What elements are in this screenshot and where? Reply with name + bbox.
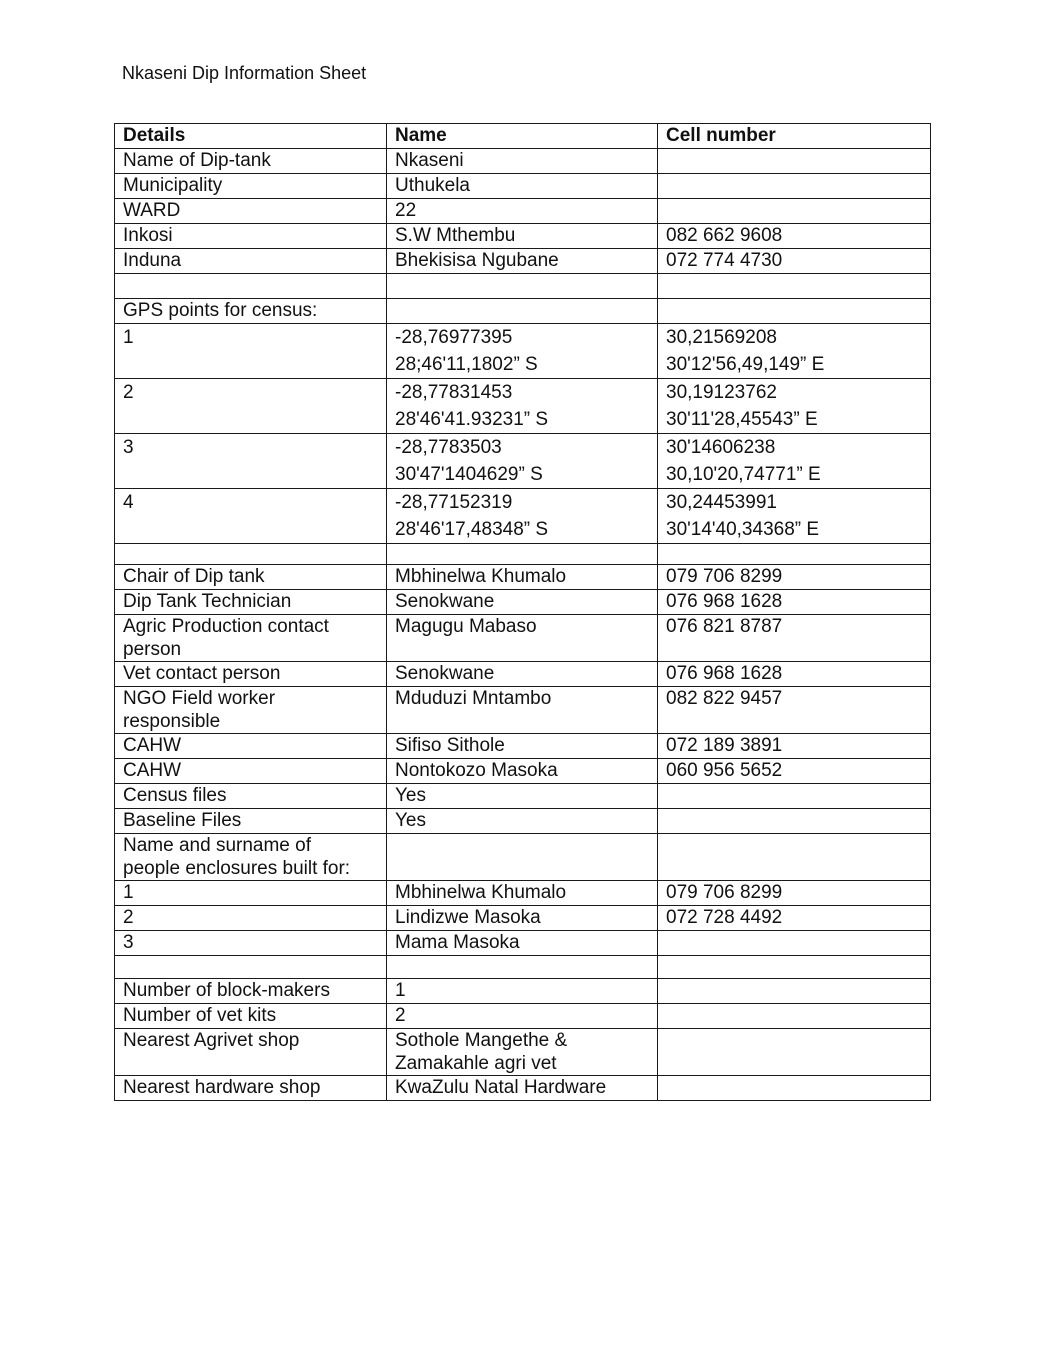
blank-row (115, 544, 931, 565)
gps-longitude-cell (658, 489, 931, 544)
longitude-decimal: 30,19123762 (666, 382, 777, 403)
details-cell: GPS points for census: (115, 299, 387, 324)
cell-number-cell (658, 199, 931, 224)
name-cell (387, 956, 658, 979)
details-cell: Chair of Dip tank (115, 565, 387, 590)
cell-number-cell (658, 544, 931, 565)
cell-number-cell (658, 149, 931, 174)
details-cell (115, 544, 387, 565)
cell-number-cell: 076 968 1628 (658, 662, 931, 687)
name-cell (387, 544, 658, 565)
table-row (115, 1004, 931, 1029)
name-cell: 1 (387, 979, 658, 1004)
name-cell (387, 299, 658, 324)
table-row (115, 809, 931, 834)
details-cell (115, 687, 387, 734)
name-cell: 2 (387, 1004, 658, 1029)
longitude-dms: 30'12'56,49,149” E (666, 354, 825, 375)
details-cell: WARD (115, 199, 387, 224)
details-cell: CAHW (115, 759, 387, 784)
table-row (115, 249, 931, 274)
document-title: Nkaseni Dip Information Sheet (122, 63, 367, 83)
name-cell: Senokwane (387, 590, 658, 615)
dip-information-table (114, 123, 931, 1101)
cell-number-cell (658, 1004, 931, 1029)
details-cell: Baseline Files (115, 809, 387, 834)
table-row (115, 1076, 931, 1101)
table-row (115, 931, 931, 956)
cell-number-cell: 082 822 9457 (658, 687, 931, 734)
cell-number-cell: 082 662 9608 (658, 224, 931, 249)
name-line: Zamakahle agri vet (395, 1053, 557, 1074)
details-cell (115, 274, 387, 299)
details-cell: Nearest hardware shop (115, 1076, 387, 1101)
longitude-dms: 30,10'20,74771” E (666, 464, 821, 485)
longitude-decimal: 30,21569208 (666, 327, 777, 348)
header-cell-number: Cell number (658, 124, 931, 149)
table-row (115, 881, 931, 906)
gps-point-number: 2 (115, 379, 387, 434)
details-cell: Inkosi (115, 224, 387, 249)
table-row (115, 174, 931, 199)
name-cell: Mduduzi Mntambo (387, 687, 658, 734)
name-cell: Nkaseni (387, 149, 658, 174)
details-line: responsible (123, 711, 221, 732)
cell-number-cell: 079 706 8299 (658, 881, 931, 906)
details-cell: Induna (115, 249, 387, 274)
table-header-row (115, 124, 931, 149)
table-row (115, 224, 931, 249)
cell-number-cell (658, 299, 931, 324)
table-row (115, 615, 931, 662)
blank-row (115, 956, 931, 979)
details-line: Name and surname of (123, 835, 311, 856)
table-row (115, 979, 931, 1004)
name-cell: Bhekisisa Ngubane (387, 249, 658, 274)
cell-number-cell (658, 1029, 931, 1076)
cell-number-cell (658, 956, 931, 979)
table-row (115, 662, 931, 687)
gps-point-row (115, 379, 931, 434)
latitude-dms: 28;46'11,1802” S (395, 354, 538, 375)
blank-row (115, 274, 931, 299)
name-cell: Nontokozo Masoka (387, 759, 658, 784)
details-cell: Municipality (115, 174, 387, 199)
gps-latitude-cell (387, 324, 658, 379)
cell-number-cell: 076 821 8787 (658, 615, 931, 662)
table-row (115, 565, 931, 590)
details-cell (115, 615, 387, 662)
table-row (115, 759, 931, 784)
table-row (115, 299, 931, 324)
latitude-dms: 28'46'17,48348” S (395, 519, 549, 540)
name-cell: Sifiso Sithole (387, 734, 658, 759)
cell-number-cell (658, 784, 931, 809)
name-cell (387, 834, 658, 881)
name-cell: 22 (387, 199, 658, 224)
gps-latitude-cell (387, 434, 658, 489)
details-cell (115, 956, 387, 979)
latitude-dms: 30'47'1404629” S (395, 464, 543, 485)
cell-number-cell: 072 774 4730 (658, 249, 931, 274)
name-line: Sothole Mangethe & (395, 1030, 568, 1051)
details-line: person (123, 639, 182, 660)
details-cell: Census files (115, 784, 387, 809)
longitude-dms: 30'14'40,34368” E (666, 519, 820, 540)
latitude-decimal: -28,77152319 (395, 492, 513, 513)
cell-number-cell (658, 1076, 931, 1101)
name-cell (387, 274, 658, 299)
details-line: Agric Production contact (123, 616, 329, 637)
gps-longitude-cell (658, 434, 931, 489)
table-row (115, 199, 931, 224)
cell-number-cell (658, 809, 931, 834)
name-cell: KwaZulu Natal Hardware (387, 1076, 658, 1101)
name-cell: Mama Masoka (387, 931, 658, 956)
cell-number-cell (658, 834, 931, 881)
gps-latitude-cell (387, 379, 658, 434)
table-row (115, 590, 931, 615)
details-cell: 2 (115, 906, 387, 931)
longitude-decimal: 30'14606238 (666, 437, 776, 458)
gps-point-number: 1 (115, 324, 387, 379)
cell-number-cell: 072 728 4492 (658, 906, 931, 931)
gps-point-row (115, 434, 931, 489)
details-cell: Name of Dip-tank (115, 149, 387, 174)
gps-point-row (115, 324, 931, 379)
name-cell: Mbhinelwa Khumalo (387, 881, 658, 906)
longitude-dms: 30'11'28,45543” E (666, 409, 818, 430)
cell-number-cell (658, 979, 931, 1004)
table-row (115, 784, 931, 809)
cell-number-cell (658, 931, 931, 956)
header-name: Name (387, 124, 658, 149)
latitude-decimal: -28,76977395 (395, 327, 513, 348)
name-cell: Lindizwe Masoka (387, 906, 658, 931)
details-cell: Dip Tank Technician (115, 590, 387, 615)
gps-point-number: 4 (115, 489, 387, 544)
name-cell: Uthukela (387, 174, 658, 199)
name-cell (387, 1029, 658, 1076)
cell-number-cell: 072 189 3891 (658, 734, 931, 759)
name-cell: S.W Mthembu (387, 224, 658, 249)
gps-point-row (115, 489, 931, 544)
name-cell: Magugu Mabaso (387, 615, 658, 662)
details-line: people enclosures built for: (123, 858, 351, 879)
details-cell: Nearest Agrivet shop (115, 1029, 387, 1076)
details-cell: Vet contact person (115, 662, 387, 687)
cell-number-cell: 076 968 1628 (658, 590, 931, 615)
gps-point-number: 3 (115, 434, 387, 489)
cell-number-cell: 060 956 5652 (658, 759, 931, 784)
table-row (115, 687, 931, 734)
table-row (115, 149, 931, 174)
latitude-dms: 28'46'41.93231” S (395, 409, 549, 430)
longitude-decimal: 30,24453991 (666, 492, 777, 513)
gps-latitude-cell (387, 489, 658, 544)
header-details: Details (115, 124, 387, 149)
details-cell: CAHW (115, 734, 387, 759)
name-cell: Yes (387, 784, 658, 809)
table-row (115, 906, 931, 931)
table-row (115, 1029, 931, 1076)
name-cell: Yes (387, 809, 658, 834)
latitude-decimal: -28,77831453 (395, 382, 513, 403)
details-cell: Number of block-makers (115, 979, 387, 1004)
gps-longitude-cell (658, 379, 931, 434)
cell-number-cell (658, 174, 931, 199)
name-cell: Senokwane (387, 662, 658, 687)
details-cell (115, 834, 387, 881)
details-cell: 3 (115, 931, 387, 956)
latitude-decimal: -28,7783503 (395, 437, 502, 458)
details-cell: Number of vet kits (115, 1004, 387, 1029)
gps-longitude-cell (658, 324, 931, 379)
details-cell: 1 (115, 881, 387, 906)
cell-number-cell (658, 274, 931, 299)
details-line: NGO Field worker (123, 688, 276, 709)
name-cell: Mbhinelwa Khumalo (387, 565, 658, 590)
cell-number-cell: 079 706 8299 (658, 565, 931, 590)
table-row (115, 734, 931, 759)
table-row (115, 834, 931, 881)
